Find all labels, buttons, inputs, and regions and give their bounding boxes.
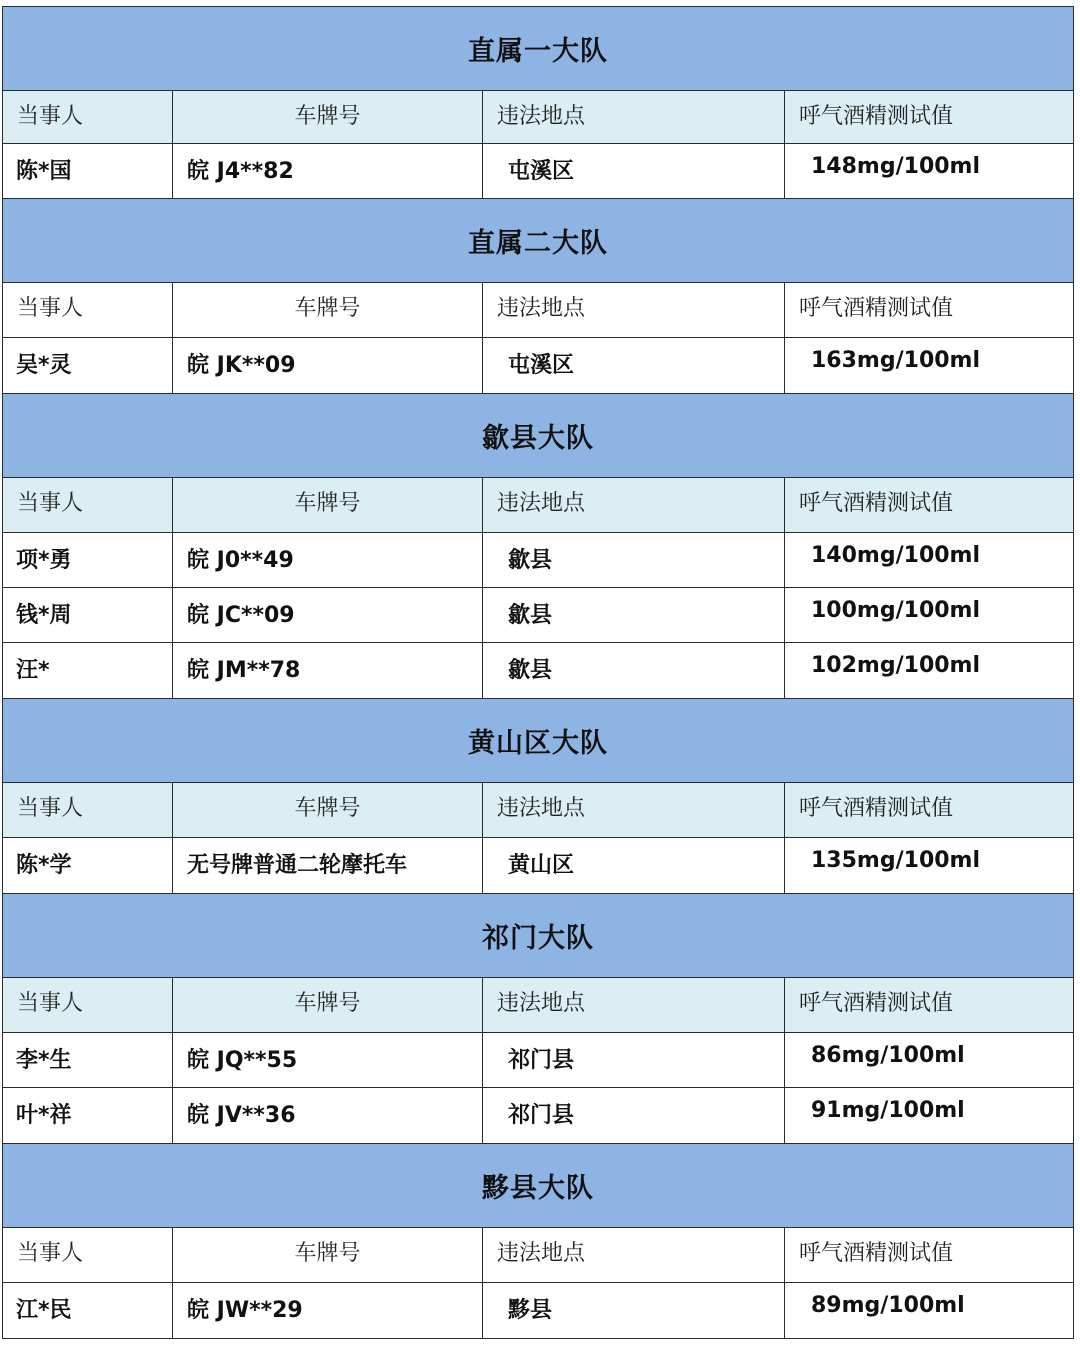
column-header-row: [3, 478, 1074, 533]
plate-cell: 皖 JK**09: [173, 338, 483, 394]
section-title: 歙县大队: [3, 394, 1074, 478]
location-cell: 祁门县: [483, 1033, 785, 1088]
location-cell: 歙县: [483, 533, 785, 588]
header-bac: 呼气酒精测试值: [785, 783, 1074, 838]
bac-cell: 100mg/100ml: [785, 588, 1074, 643]
column-header-row: [3, 783, 1074, 838]
section-title-row: [3, 1144, 1074, 1228]
party-cell: 陈*学: [3, 838, 173, 894]
table-row: [3, 144, 1074, 199]
header-plate: 车牌号: [173, 283, 483, 338]
plate-cell: 皖 JW**29: [173, 1283, 483, 1339]
bac-cell: 102mg/100ml: [785, 643, 1074, 699]
header-location: 违法地点: [483, 478, 785, 533]
header-plate: 车牌号: [173, 783, 483, 838]
header-bac: 呼气酒精测试值: [785, 978, 1074, 1033]
plate-cell: 皖 J0**49: [173, 533, 483, 588]
table-row: [3, 338, 1074, 394]
location-cell: 祁门县: [483, 1088, 785, 1144]
plate-cell: 无号牌普通二轮摩托车: [173, 838, 483, 894]
header-location: 违法地点: [483, 91, 785, 144]
section-title: 祁门大队: [3, 894, 1074, 978]
party-cell: 钱*周: [3, 588, 173, 643]
column-header-row: [3, 91, 1074, 144]
party-cell: 吴*灵: [3, 338, 173, 394]
header-party: 当事人: [3, 478, 173, 533]
party-cell: 陈*国: [3, 144, 173, 199]
location-cell: 黟县: [483, 1283, 785, 1339]
header-bac: 呼气酒精测试值: [785, 1228, 1074, 1283]
location-cell: 黄山区: [483, 838, 785, 894]
column-header-row: [3, 283, 1074, 338]
plate-cell: 皖 JC**09: [173, 588, 483, 643]
table-row: [3, 643, 1074, 699]
location-cell: 屯溪区: [483, 338, 785, 394]
plate-cell: 皖 JM**78: [173, 643, 483, 699]
section-title-row: [3, 7, 1074, 91]
location-cell: 歙县: [483, 588, 785, 643]
section-title: 黄山区大队: [3, 699, 1074, 783]
bac-cell: 86mg/100ml: [785, 1033, 1074, 1088]
plate-cell: 皖 JQ**55: [173, 1033, 483, 1088]
location-cell: 歙县: [483, 643, 785, 699]
plate-cell: 皖 J4**82: [173, 144, 483, 199]
header-party: 当事人: [3, 1228, 173, 1283]
party-cell: 叶*祥: [3, 1088, 173, 1144]
header-bac: 呼气酒精测试值: [785, 478, 1074, 533]
header-plate: 车牌号: [173, 1228, 483, 1283]
table-row: [3, 533, 1074, 588]
party-cell: 汪*: [3, 643, 173, 699]
header-plate: 车牌号: [173, 91, 483, 144]
bac-cell: 148mg/100ml: [785, 144, 1074, 199]
table-row: [3, 1033, 1074, 1088]
bac-cell: 91mg/100ml: [785, 1088, 1074, 1144]
header-party: 当事人: [3, 283, 173, 338]
bac-cell: 163mg/100ml: [785, 338, 1074, 394]
bac-cell: 140mg/100ml: [785, 533, 1074, 588]
bac-cell: 135mg/100ml: [785, 838, 1074, 894]
header-plate: 车牌号: [173, 478, 483, 533]
column-header-row: [3, 978, 1074, 1033]
table-row: [3, 588, 1074, 643]
header-bac: 呼气酒精测试值: [785, 91, 1074, 144]
location-cell: 屯溪区: [483, 144, 785, 199]
section-title: 黟县大队: [3, 1144, 1074, 1228]
header-location: 违法地点: [483, 978, 785, 1033]
header-party: 当事人: [3, 91, 173, 144]
party-cell: 江*民: [3, 1283, 173, 1339]
section-title-row: [3, 699, 1074, 783]
column-header-row: [3, 1228, 1074, 1283]
plate-cell: 皖 JV**36: [173, 1088, 483, 1144]
header-location: 违法地点: [483, 1228, 785, 1283]
header-party: 当事人: [3, 978, 173, 1033]
violations-table: [2, 6, 1074, 1339]
section-title: 直属二大队: [3, 199, 1074, 283]
section-title-row: [3, 894, 1074, 978]
header-location: 违法地点: [483, 783, 785, 838]
table-row: [3, 838, 1074, 894]
party-cell: 项*勇: [3, 533, 173, 588]
table-row: [3, 1088, 1074, 1144]
bac-cell: 89mg/100ml: [785, 1283, 1074, 1339]
header-location: 违法地点: [483, 283, 785, 338]
section-title: 直属一大队: [3, 7, 1074, 91]
header-party: 当事人: [3, 783, 173, 838]
section-title-row: [3, 199, 1074, 283]
table-row: [3, 1283, 1074, 1339]
header-bac: 呼气酒精测试值: [785, 283, 1074, 338]
party-cell: 李*生: [3, 1033, 173, 1088]
header-plate: 车牌号: [173, 978, 483, 1033]
section-title-row: [3, 394, 1074, 478]
